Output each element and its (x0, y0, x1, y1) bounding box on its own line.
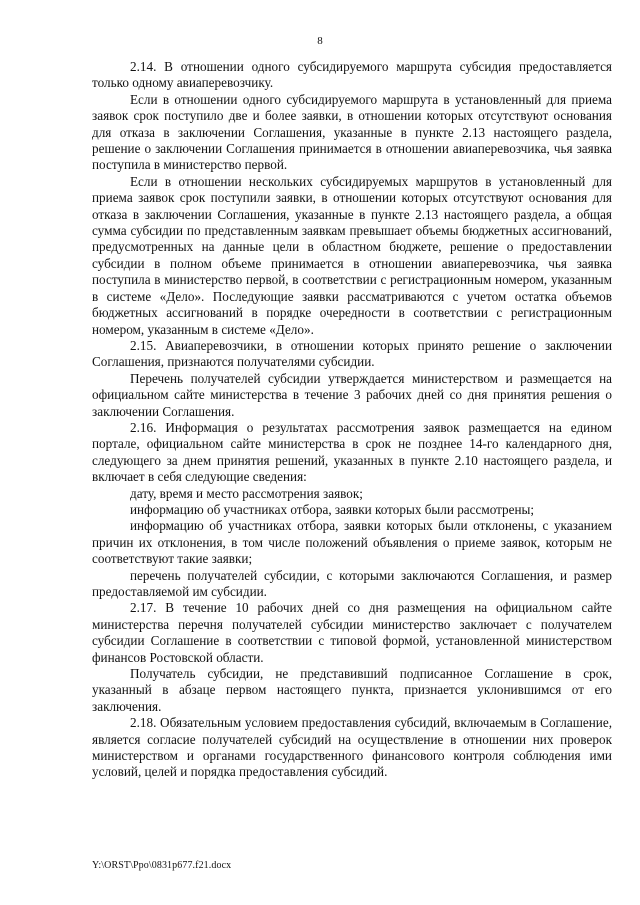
list-item-rejected-participants: информацию об участниках отбора, заявки которых были отклонены, с указанием причин их отклонения, в том числе положений объявления о приеме заявок, которым не соответствуют такие заявки; (92, 518, 612, 567)
paragraph-several-routes: Если в отношении нескольких субсидируемых маршрутов в установленный для приема заявок срок поступили заявки, в отношении которых отсутствуют основания для отказа в заключении Соглашения, указанные в пункте 2.13 настоящего раздела, а общая сумма субсидии по представленным заявкам превышает объемы бюджетных ассигнований, предусмотренных на данные цели в областном бюджете, решение о предоставлении субсидии в полном объеме принимается в отношении авиаперевозчика, чья заявка поступила в министерство первой, в соответствии с регистрационным номером, указанным в системе «Дело». Последующие заявки рассматриваются с учетом остатка объемов бюджетных ассигнований в порядке очередности в соответствии с регистрационным номером, указанным в системе «Дело». (92, 173, 612, 337)
paragraph-2-14: 2.14. В отношении одного субсидируемого маршрута субсидия предоставляется только одному авиаперевозчику. (92, 59, 612, 91)
paragraph-evasion: Получатель субсидии, не представивший подписанное Соглашение в срок, указанный в абзаце первом настоящего пункта, признается уклонившимся от его заключения. (92, 666, 612, 714)
paragraph-2-16: 2.16. Информация о результатах рассмотрения заявок размещается на едином портале, официальном сайте министерства в срок не позднее 14-го календарного дня, следующего за днем принятия решений, указанных в пункте 2.10 настоящего раздела, и включает в себя следующие сведения: (92, 419, 612, 485)
file-path-footer: Y:\ORST\Ppo\0831p677.f21.docx (92, 860, 232, 871)
page-number: 8 (317, 35, 323, 47)
list-item-recipients-amounts: перечень получателей субсидии, с которыми заключаются Соглашения, и размер предоставляемой им субсидии. (92, 567, 612, 599)
document-body (92, 59, 612, 781)
paragraph-recipients-list: Перечень получателей субсидии утверждается министерством и размещается на официальном сайте министерства в течение 3 рабочих дней со дня принятия решения о заключении Соглашения. (92, 370, 612, 419)
paragraph-multiple-applications: Если в отношении одного субсидируемого маршрута в установленный для приема заявок срок поступило две и более заявки, в отношении которых отсутствуют основания для отказа в заключении Соглашения, указанные в пункте 2.13 настоящего раздела, решение о заключении Соглашения принимается в отношении авиаперевозчика, чья заявка поступила в министерство первой. (92, 91, 612, 173)
paragraph-2-18: 2.18. Обязательным условием предоставления субсидий, включаемым в Соглашение, является согласие получателей субсидий на осуществление в отношении них проверок министерством и органами государственного финансового контроля соблюдения ими условий, целей и порядка предоставления субсидий. (92, 715, 612, 780)
paragraph-2-15: 2.15. Авиаперевозчики, в отношении которых принято решение о заключении Соглашения, признаются получателями субсидии. (92, 337, 612, 370)
paragraph-2-17: 2.17. В течение 10 рабочих дней со дня размещения на официальном сайте министерства перечня получателей субсидии министерство заключает с получателем субсидии Соглашение в соответствии с типовой формой, установленной министерством финансов Ростовской области. (92, 600, 612, 665)
list-item-date-time-place: дату, время и место рассмотрения заявок; (130, 485, 363, 501)
list-item-considered-participants: информацию об участниках отбора, заявки которых были рассмотрены; (130, 501, 535, 517)
